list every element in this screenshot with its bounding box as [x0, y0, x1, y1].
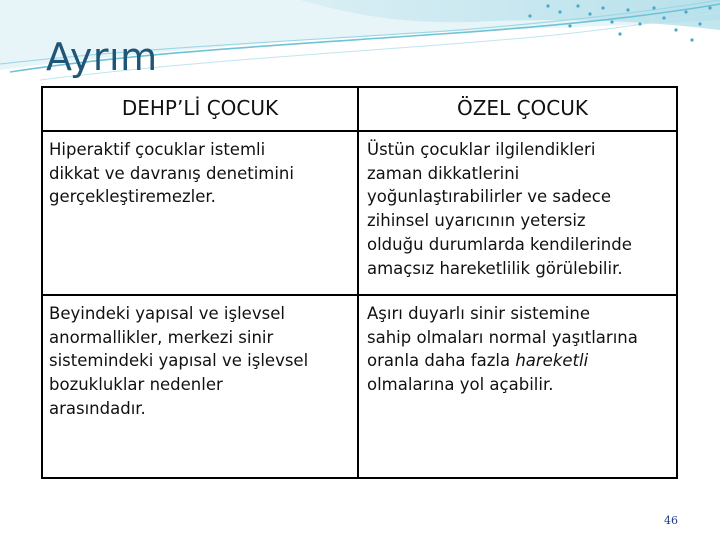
cell-text-before: Aşırı duyarlı sinir sistemine sahip olmaları normal yaşıtlarına oranla daha fazla [367, 304, 638, 371]
table-cell-row2-ozel [359, 296, 678, 477]
table-cell-row2-dehp: Beyindeki yapısal ve işlevsel anormallikler, merkezi sinir sistemindeki yapısal ve işlevsel bozukluklar nedenler arasındadır. [43, 296, 359, 477]
table-header-dehp: DEHP’Lİ ÇOCUK [43, 88, 359, 132]
slide-title: Ayrım [46, 35, 158, 79]
page-number: 46 [664, 514, 678, 527]
comparison-table [41, 86, 678, 479]
table-header-ozel: ÖZEL ÇOCUK [359, 88, 678, 132]
cell-text-after: olmalarına yol açabilir. [367, 375, 554, 395]
table-cell-row1-ozel: Üstün çocuklar ilgilendikleri zaman dikkatlerini yoğunlaştırabilirler ve sadece zihinsel uyarıcının yetersiz olduğu durumlarda kendilerinde amaçsız hareketlilik görülebilir. [359, 132, 678, 296]
cell-text-emphasis: hareketli [515, 351, 589, 371]
table-cell-row1-dehp: Hiperaktif çocuklar istemli dikkat ve davranış denetimini gerçekleştiremezler. [43, 132, 359, 296]
